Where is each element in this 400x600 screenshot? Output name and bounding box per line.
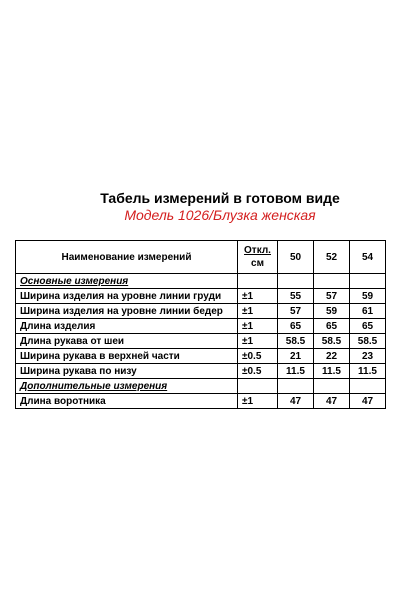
- measurement-name: Ширина изделия на уровне линии груди: [16, 289, 238, 304]
- section-title: Основные измерения: [16, 274, 238, 289]
- value-cell: 61: [350, 304, 386, 319]
- empty-cell: [278, 379, 314, 394]
- tolerance-cell: ±0.5: [238, 349, 278, 364]
- value-cell: 11.5: [314, 364, 350, 379]
- value-cell: 65: [350, 319, 386, 334]
- tolerance-cell: ±1: [238, 394, 278, 409]
- document-subtitle: Модель 1026/Блузка женская: [124, 207, 316, 223]
- header-size-52: 52: [314, 241, 350, 274]
- tolerance-cell: ±1: [238, 319, 278, 334]
- tolerance-cell: ±1: [238, 334, 278, 349]
- section-title: Дополнительные измерения: [16, 379, 238, 394]
- empty-cell: [314, 379, 350, 394]
- value-cell: 57: [314, 289, 350, 304]
- empty-cell: [350, 274, 386, 289]
- empty-cell: [350, 379, 386, 394]
- table-row: [16, 364, 386, 379]
- value-cell: 11.5: [350, 364, 386, 379]
- value-cell: 23: [350, 349, 386, 364]
- empty-cell: [238, 274, 278, 289]
- value-cell: 55: [278, 289, 314, 304]
- value-cell: 65: [314, 319, 350, 334]
- document-title: Табель измерений в готовом виде: [100, 190, 340, 206]
- empty-cell: [314, 274, 350, 289]
- value-cell: 21: [278, 349, 314, 364]
- value-cell: 65: [278, 319, 314, 334]
- value-cell: 22: [314, 349, 350, 364]
- header-size-50: 50: [278, 241, 314, 274]
- measurement-table: [15, 240, 386, 409]
- empty-cell: [278, 274, 314, 289]
- table-row: [16, 304, 386, 319]
- value-cell: 58.5: [314, 334, 350, 349]
- table-row: [16, 394, 386, 409]
- value-cell: 47: [314, 394, 350, 409]
- measurement-name: Ширина изделия на уровне линии бедер: [16, 304, 238, 319]
- value-cell: 57: [278, 304, 314, 319]
- value-cell: 47: [278, 394, 314, 409]
- measurement-name: Ширина рукава в верхней части: [16, 349, 238, 364]
- section-row-main: [16, 274, 386, 289]
- empty-cell: [238, 379, 278, 394]
- header-tolerance-line1: Откл.: [244, 245, 271, 256]
- header-size-54: 54: [350, 241, 386, 274]
- header-tolerance: [238, 241, 278, 274]
- measurement-name: Длина рукава от шеи: [16, 334, 238, 349]
- measurement-name: Ширина рукава по низу: [16, 364, 238, 379]
- header-tolerance-line2: см: [251, 258, 264, 269]
- tolerance-cell: ±1: [238, 289, 278, 304]
- value-cell: 11.5: [278, 364, 314, 379]
- value-cell: 58.5: [350, 334, 386, 349]
- header-name: Наименование измерений: [16, 241, 238, 274]
- value-cell: 58.5: [278, 334, 314, 349]
- tolerance-cell: ±0.5: [238, 364, 278, 379]
- table-row: [16, 289, 386, 304]
- table-header-row: [16, 241, 386, 274]
- section-row-additional: [16, 379, 386, 394]
- value-cell: 59: [350, 289, 386, 304]
- table-row: [16, 334, 386, 349]
- table-row: [16, 349, 386, 364]
- value-cell: 59: [314, 304, 350, 319]
- table-row: [16, 319, 386, 334]
- measurement-name: Длина воротника: [16, 394, 238, 409]
- value-cell: 47: [350, 394, 386, 409]
- measurement-name: Длина изделия: [16, 319, 238, 334]
- tolerance-cell: ±1: [238, 304, 278, 319]
